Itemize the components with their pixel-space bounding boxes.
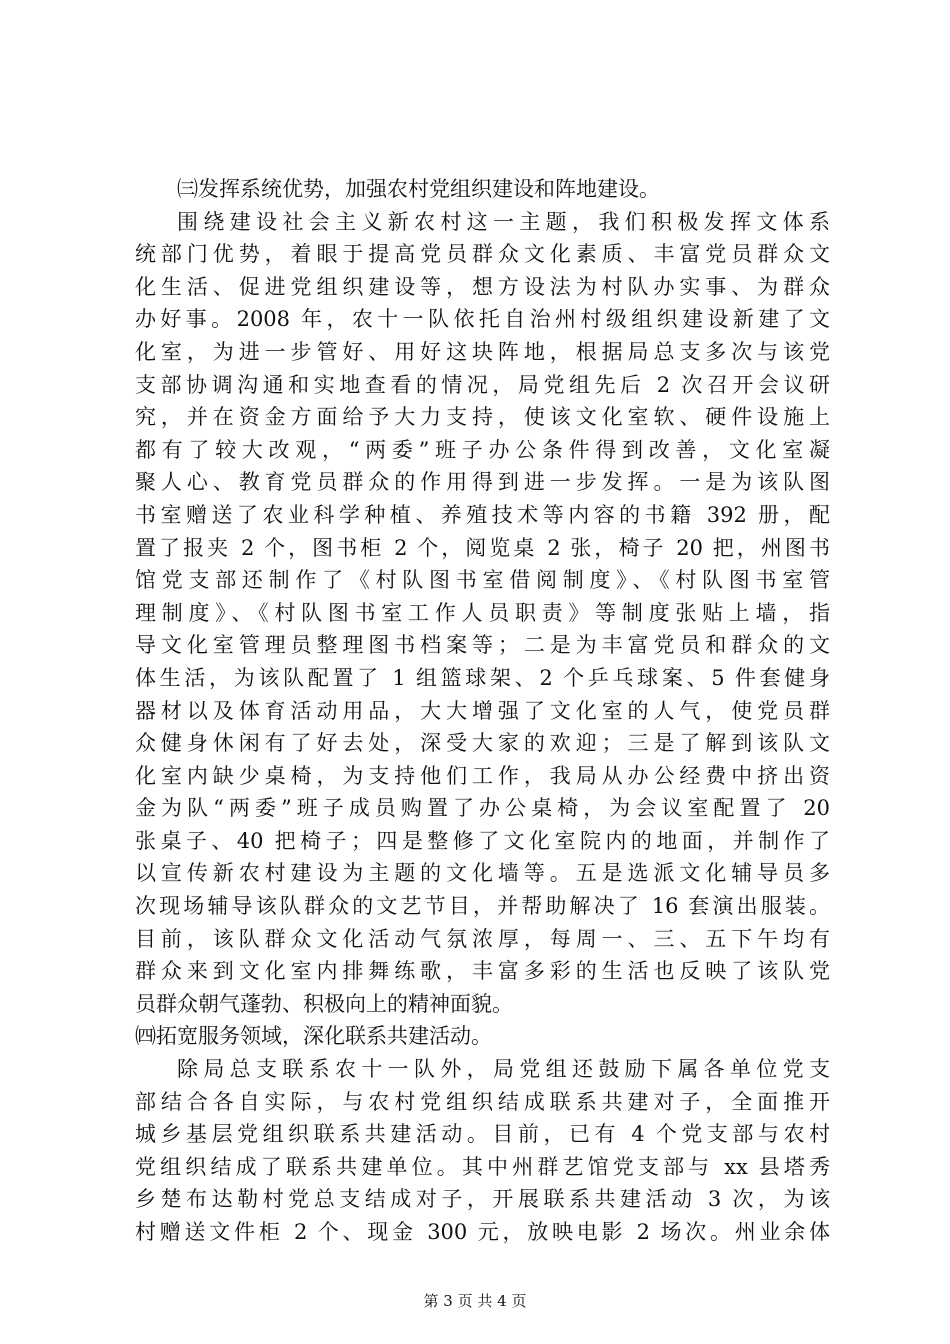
document-body	[135, 173, 830, 1249]
paragraph-line: 化室，为进一步管好、用好这块阵地，根据局总支多次与该党	[135, 339, 830, 364]
paragraph-line: 办好事。2008 年，农十一队依托自治州村级组织建设新建了文	[135, 307, 830, 332]
paragraph-line: 馆党支部还制作了《村队图书室借阅制度》、《村队图书室管	[135, 568, 830, 593]
paragraph-line: 张桌子、40 把椅子；四是整修了文化室院内的地面，并制作了	[135, 828, 830, 853]
paragraph-line: 置了报夹 2 个，图书柜 2 个，阅览桌 2 张，椅子 20 把，州图书	[135, 535, 830, 560]
paragraph-line: 村赠送文件柜 2 个、现金 300 元，放映电影 2 场次。州业余体	[135, 1220, 830, 1244]
paragraph-line: 究，并在资金方面给予大力支持，使该文化室软、硬件设施上	[135, 405, 830, 430]
paragraph-line: 以宣传新农村建设为主题的文化墙等。五是选派文化辅导员多	[135, 861, 830, 886]
paragraph-line: 化室内缺少桌椅，为支持他们工作，我局从办公经费中挤出资	[135, 763, 830, 788]
paragraph-line: 围绕建设社会主义新农村这一主题，我们积极发挥文体系	[177, 209, 830, 234]
paragraph-line: 城乡基层党组织联系共建活动。目前，已有 4 个党支部与农村	[135, 1122, 830, 1147]
paragraph-line: 乡楚布达勒村党总支结成对子，开展联系共建活动 3 次，为该	[135, 1187, 830, 1212]
page-footer: 第 3 页 共 4 页	[423, 1292, 527, 1310]
paragraph-line: 除局总支联系农十一队外，局党组还鼓励下属各单位党支	[177, 1057, 830, 1082]
section-heading-4: ㈣拓宽服务领域，深化联系共建活动。	[135, 1024, 492, 1049]
paragraph-line: 众健身休闲有了好去处，深受大家的欢迎；三是了解到该队文	[135, 731, 830, 756]
paragraph-line: 书室赠送了农业科学种植、养殖技术等内容的书籍 392 册，配	[135, 502, 830, 527]
paragraph-line: 部结合各自实际，与农村党组织结成联系共建对子，全面推开	[135, 1089, 830, 1114]
paragraph-line: 次现场辅导该队群众的文艺节目，并帮助解决了 16 套演出服装。	[135, 894, 830, 919]
paragraph-line: 聚人心、教育党员群众的作用得到进一步发挥。一是为该队图	[135, 470, 830, 495]
paragraph-line: 员群众朝气蓬勃、积极向上的精神面貌。	[135, 991, 513, 1016]
section-heading-3: ㈢发挥系统优势，加强农村党组织建设和阵地建设。	[177, 177, 660, 201]
paragraph-line: 支部协调沟通和实地查看的情况，局党组先后 2 次召开会议研	[135, 372, 830, 397]
paragraph-line: 党组织结成了联系共建单位。其中州群艺馆党支部与 xx 县塔秀	[135, 1154, 830, 1179]
paragraph-line: 目前，该队群众文化活动气氛浓厚，每周一、三、五下午均有	[135, 926, 830, 951]
paragraph-line: 群众来到文化室内排舞练歌，丰富多彩的生活也反映了该队党	[135, 959, 830, 984]
paragraph-line: 都有了较大改观，“两委”班子办公条件得到改善，文化室凝	[135, 437, 830, 462]
paragraph-line: 导文化室管理员整理图书档案等；二是为丰富党员和群众的文	[135, 633, 830, 658]
paragraph-line: 器材以及体育活动用品，大大增强了文化室的人气，使党员群	[135, 698, 830, 723]
paragraph-line: 统部门优势，着眼于提高党员群众文化素质、丰富党员群众文	[135, 242, 830, 267]
paragraph-line: 理制度》、《村队图书室工作人员职责》等制度张贴上墙，指	[135, 600, 830, 625]
paragraph-line: 化生活、促进党组织建设等，想方设法为村队办实事、为群众	[135, 274, 830, 299]
paragraph-line: 体生活，为该队配置了 1 组篮球架、2 个乒乓球案、5 件套健身	[135, 665, 830, 690]
paragraph-line: 金为队“两委”班子成员购置了办公桌椅，为会议室配置了 20	[135, 796, 830, 821]
